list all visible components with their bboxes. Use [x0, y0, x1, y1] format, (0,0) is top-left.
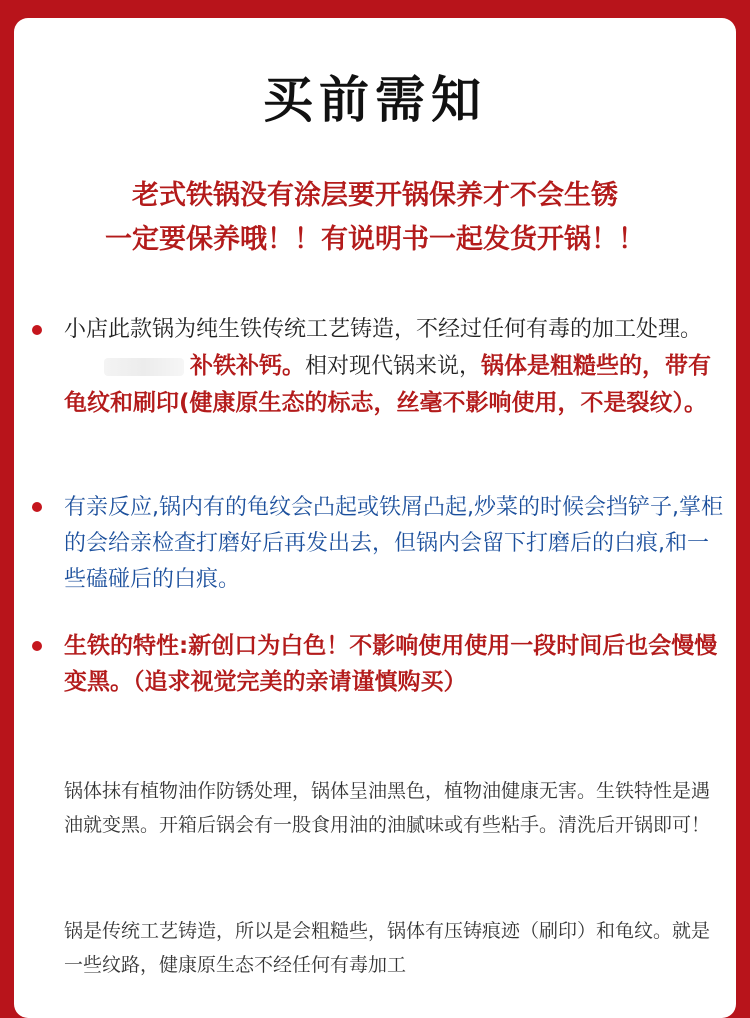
paragraph-casting: 锅是传统工艺铸造，所以是会粗糙些，锅体有压铸痕迹（刷印）和龟纹。就是一些纹路，健康原生态不经任何有毒加工: [64, 920, 711, 976]
paragraph-oil-treatment: 锅体抹有植物油作防锈处理，锅体呈油黑色，植物油健康无害。生铁特性是遇油就变黑。开箱后锅会有一股食用油的油腻味或有些粘手。清洗后开锅即可！: [64, 780, 711, 836]
bullet-dot-icon: [32, 325, 42, 335]
bullet-dot-icon: [32, 641, 42, 651]
headline-line-2: 一定要保养哦！！有说明书一起发货开锅！！: [105, 224, 645, 255]
notice-1-mid: 相对现代锅来说，: [305, 354, 482, 379]
notice-3: 生铁的特性:新创口为白色！不影响使用使用一段时间后也会慢慢变黑。（追求视觉完美的亲请谨慎购买）: [64, 633, 718, 695]
page-title: 买前需知: [263, 71, 487, 129]
headline-line-1: 老式铁锅没有涂层要开锅保养才不会生锈: [132, 180, 618, 211]
notice-1-intro: 小店此款锅为纯生铁传统工艺铸造，不经过任何有毒的加工处理。: [64, 317, 703, 342]
notice-1-emph: 补铁补钙。: [190, 353, 305, 379]
notice-1-tail: 锅体是粗糙些的，带有龟纹和刷印(健康原生态的标志，丝毫不影响使用，不是裂纹）。: [64, 353, 712, 416]
notice-2: 有亲反应,锅内有的龟纹会凸起或铁屑凸起,炒菜的时候会挡铲子,掌柜的会给亲检查打磨好后再发出去，但锅内会留下打磨后的白痕,和一些磕碰后的白痕。: [64, 495, 723, 592]
notice-1: [64, 312, 724, 422]
blurred-text: [104, 358, 184, 376]
bullet-dot-icon: [32, 502, 42, 512]
